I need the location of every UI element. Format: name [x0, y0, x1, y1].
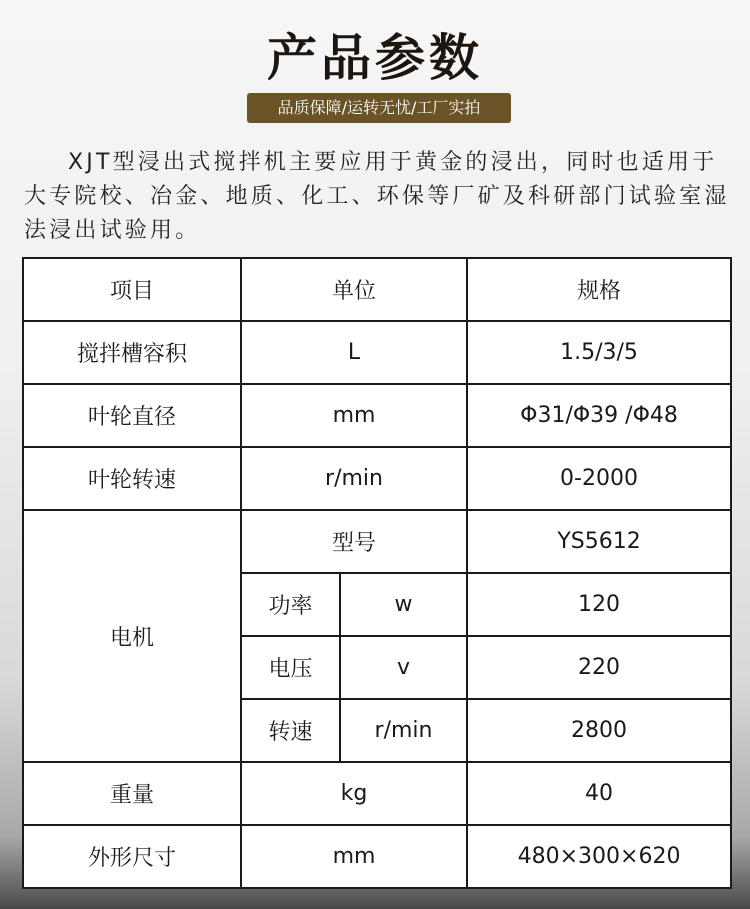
row-unit-weight: kg [241, 762, 467, 825]
page-title: 产品参数 [267, 29, 483, 87]
motor-voltage-spec: 220 [467, 636, 731, 699]
row-spec-weight: 40 [467, 762, 731, 825]
spec-table [22, 257, 732, 889]
row-spec-dimensions: 480×300×620 [467, 825, 731, 888]
row-item-impeller-speed: 叶轮转速 [23, 447, 241, 510]
quality-badge: 品质保障/运转无忧/工厂实拍 [247, 93, 511, 123]
row-item-dimensions: 外形尺寸 [23, 825, 241, 888]
row-spec-impeller-diameter: Φ31/Φ39 /Φ48 [467, 384, 731, 447]
row-item-tank: 搅拌槽容积 [23, 321, 241, 384]
motor-power-label: 功率 [241, 573, 340, 636]
motor-speed-label: 转速 [241, 699, 340, 762]
row-unit-tank: L [241, 321, 467, 384]
product-description: XJT型浸出式搅拌机主要应用于黄金的浸出，同时也适用于大专院校、冶金、地质、化工、环保等厂矿及科研部门试验室湿法浸出试验用。 [24, 150, 730, 243]
header-item: 项目 [23, 258, 241, 321]
motor-speed-unit: r/min [340, 699, 467, 762]
row-spec-tank: 1.5/3/5 [467, 321, 731, 384]
row-unit-dimensions: mm [241, 825, 467, 888]
motor-voltage-unit: v [340, 636, 467, 699]
table-row [23, 825, 731, 888]
motor-speed-spec: 2800 [467, 699, 731, 762]
row-unit-impeller-diameter: mm [241, 384, 467, 447]
row-spec-impeller-speed: 0-2000 [467, 447, 731, 510]
motor-model-spec: YS5612 [467, 510, 731, 573]
table-row [23, 321, 731, 384]
row-unit-impeller-speed: r/min [241, 447, 467, 510]
table-header-row [23, 258, 731, 321]
header-unit: 单位 [241, 258, 467, 321]
row-item-impeller-diameter: 叶轮直径 [23, 384, 241, 447]
header-spec: 规格 [467, 258, 731, 321]
table-row [23, 384, 731, 447]
motor-voltage-label: 电压 [241, 636, 340, 699]
motor-power-spec: 120 [467, 573, 731, 636]
table-row [23, 447, 731, 510]
row-item-weight: 重量 [23, 762, 241, 825]
motor-power-unit: w [340, 573, 467, 636]
table-row [23, 762, 731, 825]
motor-model-label: 型号 [241, 510, 467, 573]
row-item-motor: 电机 [23, 510, 241, 762]
table-row [23, 510, 731, 573]
